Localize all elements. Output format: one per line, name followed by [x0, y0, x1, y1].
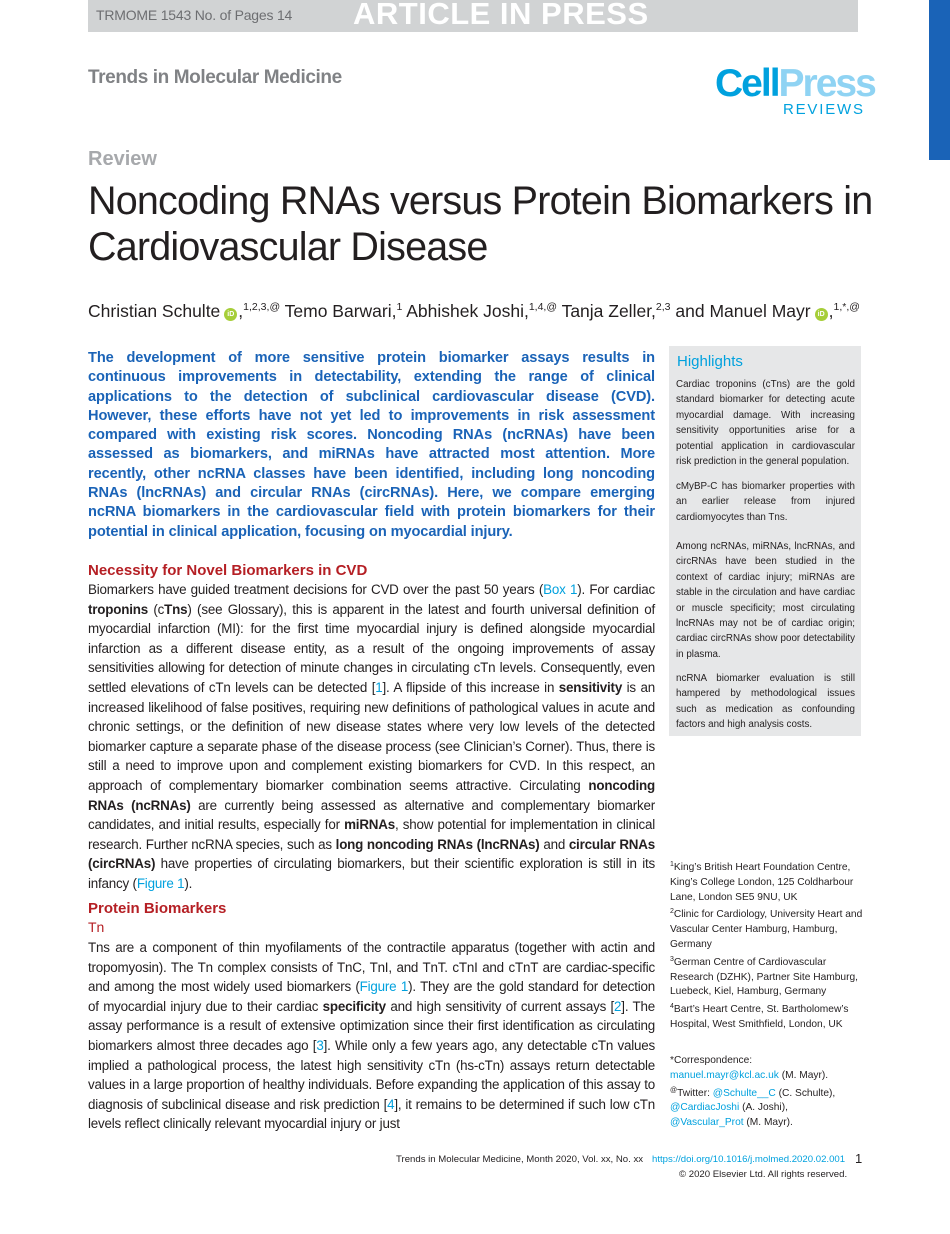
- author-name: Manuel Mayr: [709, 301, 811, 321]
- bold-term: specificity: [322, 998, 386, 1014]
- highlight-item: Cardiac troponins (cTns) are the gold standard biomarker for detecting acute myocardial damage. With increasing sensitivity opportunities arise for a potential application in cardiovascular risk prediction in the general population.: [676, 379, 855, 468]
- highlights-box: [669, 346, 861, 736]
- bold-term: troponins: [88, 601, 148, 617]
- affiliation: $^1$King’s British Heart Foundation Centre, King’s College London, 125 Coldharbour Lane, London SE5 9NU, UK: [670, 861, 854, 903]
- footer-copyright: © 2020 Elsevier Ltd. All rights reserved.: [679, 1169, 848, 1180]
- affiliation: $^3$German Centre of Cardiovascular Research (DZHK), Partner Site Hamburg, Luebeck, Kiel, Hamburg, Germany: [670, 955, 858, 998]
- cellpress-logo[interactable]: CellPress: [715, 62, 875, 105]
- subsection-heading-tn: Tn: [88, 919, 105, 935]
- author-name: Temo Barwari,: [284, 301, 397, 321]
- affiliations: [670, 858, 870, 1033]
- highlights-title: Highlights: [677, 353, 743, 370]
- twitter-line: @CardiacJoshi (A. Joshi),: [670, 1102, 788, 1114]
- bold-term: long noncoding RNAs (lncRNAs): [335, 836, 540, 852]
- author-name: Christian Schulte: [88, 301, 221, 321]
- reference-link[interactable]: 4: [387, 1096, 395, 1112]
- page-number: 1: [855, 1151, 863, 1166]
- highlight-item: cMyBP-C has biomarker properties with an earlier release from injured cardiomyocytes than Tns.: [676, 481, 855, 523]
- article-in-press-label: ARTICLE IN PRESS: [353, 0, 649, 31]
- footer-citation: Trends in Molecular Medicine, Month 2020, Vol. xx, No. xx: [396, 1154, 644, 1165]
- correspondence-label: *Correspondence:: [670, 1055, 753, 1066]
- footer-doi-link[interactable]: https://doi.org/10.1016/j.molmed.2020.02.001: [652, 1154, 846, 1165]
- section-body-protein-biomarkers: Tns are a component of thin myofilaments of the contractile apparatus (together with actin and tropomyosin). The Tn complex consists of TnC, TnI, and TnT. cTnI and cTnT are cardiac-specific and among the most widely used biomarkers (Figure 1). They are the gold standard for detection of myocardial injury due to their cardiac specificity and high sensitivity of current assays [2]. The assay performance is a result of extensive optimization since their first identification as circulating biomarkers almost three decades ago [3]. While only a few years ago, any detectable cTn values implied a pathological process, the latest high sensitivity cTn (hs-cTn) assays return detectable values in a large proportion of healthy individuals. Before expanding the application of this assay to diagnosis of subclinical disease and risk prediction [4], it remains to be determined if such low cTn levels reflect clinically relevant myocardial injury or just: [88, 940, 655, 1132]
- reference-link[interactable]: 3: [316, 1037, 324, 1053]
- article-in-press-banner: [88, 0, 858, 32]
- reference-link[interactable]: 2: [614, 998, 622, 1014]
- author-name: Tanja Zeller,: [561, 301, 656, 321]
- cellpress-reviews-label: REVIEWS: [783, 101, 865, 118]
- abstract: The development of more sensitive protein biomarker assays results in continuous improvements in detectability, extending the range of clinical applications to the detection of subclinical cardiovascular disease (CVD). However, these efforts have not yet led to improvements in risk assessment compared with existing risk scores. Noncoding RNAs (ncRNAs) have been assessed as biomarkers, and miRNAs have attracted most attention. More recently, other ncRNA classes have been identified, including long noncoding RNAs (lncRNAs) and circular RNAs (circRNAs). Here, we compare emerging ncRNA biomarkers in the cardiovascular field with protein biomarkers for their potential in clinical application, focusing on myocardial injury.: [88, 350, 655, 540]
- manuscript-id: TRMOME 1543 No. of Pages 14: [96, 7, 293, 23]
- highlight-item: Among ncRNAs, miRNAs, lncRNAs, and circRNAs have been studied in the context of cardiac injury; miRNAs are stable in the circulation and have cardiac or muscle specificity; most circulating lncRNAs may not be of cardiac origin; cardiac circRNAs show poor detectability in plasma.: [676, 541, 855, 660]
- affiliation: $^2$Clinic for Cardiology, University Heart and Vascular Center Hamburg, Hamburg, Germany: [670, 908, 863, 950]
- journal-name: Trends in Molecular Medicine: [88, 67, 342, 88]
- author-affiliation-marks: 1,2,3,@: [243, 301, 281, 313]
- reference-link[interactable]: Figure 1: [136, 875, 185, 891]
- bold-term: sensitivity: [558, 679, 623, 695]
- orcid-icon[interactable]: iD: [224, 308, 237, 321]
- section-body-novel-biomarkers: Biomarkers have guided treatment decisions for CVD over the past 50 years (Box 1). For cardiac troponins (cTns) (see Glossary), this is apparent in the latest and fourth universal definition of myocardial infarction (MI): for the first time myocardial injury is defined alongside myocardial infarction as a different disease entity, as a result of the ongoing improvements of assay sensitivities allowing for detection of minute changes in circulating cTn levels. Consequently, even settled elevations of cTn levels can be detected [1]. A flipside of this increase in sensitivity is an increased likelihood of false positives, requiring new definitions of pathological values in acute and chronic settings, or the definition of new disease states where very low levels of the detected biomarker capture a separate phase of the disease process (see Clinician’s Corner). Thus, there is still a need to improve upon and complement existing biomarkers for CVD. In this respect, an approach of complementary biomarker combination seems attractive. Circulating noncoding RNAs (ncRNAs) are currently being assessed as alternative and complementary biomarker candidates, and initial results, especially for miRNAs, show potential for implementation in clinical research. Further ncRNA species, such as long noncoding RNAs (lncRNAs) and circular RNAs (circRNAs) have properties of circulating biomarkers, but their scientific exploration is still in its infancy (Figure 1).: [88, 582, 656, 891]
- author-list: Christian Schulte iD ,$^{1,2,3,@}$ Temo Barwari,$^1$ Abhishek Joshi,$^{1,4,@}$ Tanja Zeller,$^{2,3}$ and Manuel Mayr iD ,$^{1,*,@}$: [88, 301, 860, 321]
- correspondence-email-link[interactable]: manuel.mayr@kcl.ac.uk: [670, 1069, 779, 1081]
- author-name: Abhishek Joshi,: [406, 301, 529, 321]
- affiliation: $^4$Bart’s Heart Centre, St. Bartholomew’s Hospital, West Smithfield, London, UK: [670, 1003, 849, 1030]
- twitter-handle-link[interactable]: @Vascular_Prot: [670, 1117, 744, 1129]
- bold-term: Tns: [164, 601, 188, 617]
- bold-term: noncoding RNAs (ncRNAs): [88, 777, 655, 813]
- article-type: Review: [88, 148, 157, 170]
- twitter-line: @Twitter: @Schulte__C (C. Schulte),: [670, 1086, 836, 1099]
- bold-term: miRNAs: [344, 817, 395, 833]
- correspondence: [670, 1054, 870, 1131]
- highlight-item: ncRNA biomarker evaluation is still hampered by methodological issues such as medication as confounding factors and high analysis costs.: [676, 673, 855, 731]
- section-heading-novel-biomarkers: Necessity for Novel Biomarkers in CVD: [88, 562, 368, 579]
- reference-link[interactable]: Figure 1: [359, 979, 409, 995]
- reference-link[interactable]: 1: [375, 679, 383, 695]
- reference-link[interactable]: Box 1: [543, 582, 578, 597]
- bold-term: circular RNAs (circRNAs): [88, 836, 655, 872]
- author-affiliation-marks: 1,*,@: [833, 301, 860, 313]
- twitter-handle-link[interactable]: @Schulte__C: [712, 1087, 776, 1099]
- author-affiliation-marks: 1,4,@: [528, 301, 558, 313]
- author-affiliation-marks: 2,3: [655, 301, 671, 313]
- twitter-line: @Vascular_Prot (M. Mayr).: [670, 1117, 793, 1129]
- section-heading-protein-biomarkers: Protein Biomarkers: [88, 900, 227, 917]
- correspondence-email-line: manuel.mayr@kcl.ac.uk (M. Mayr).: [670, 1069, 829, 1081]
- article-title: Noncoding RNAs versus Protein Biomarkers in Cardiovascular Disease: [88, 179, 873, 269]
- side-color-tab: [929, 0, 950, 160]
- author-affiliation-marks: 1: [396, 301, 403, 313]
- orcid-icon[interactable]: iD: [815, 308, 828, 321]
- twitter-handle-link[interactable]: @CardiacJoshi: [670, 1102, 740, 1114]
